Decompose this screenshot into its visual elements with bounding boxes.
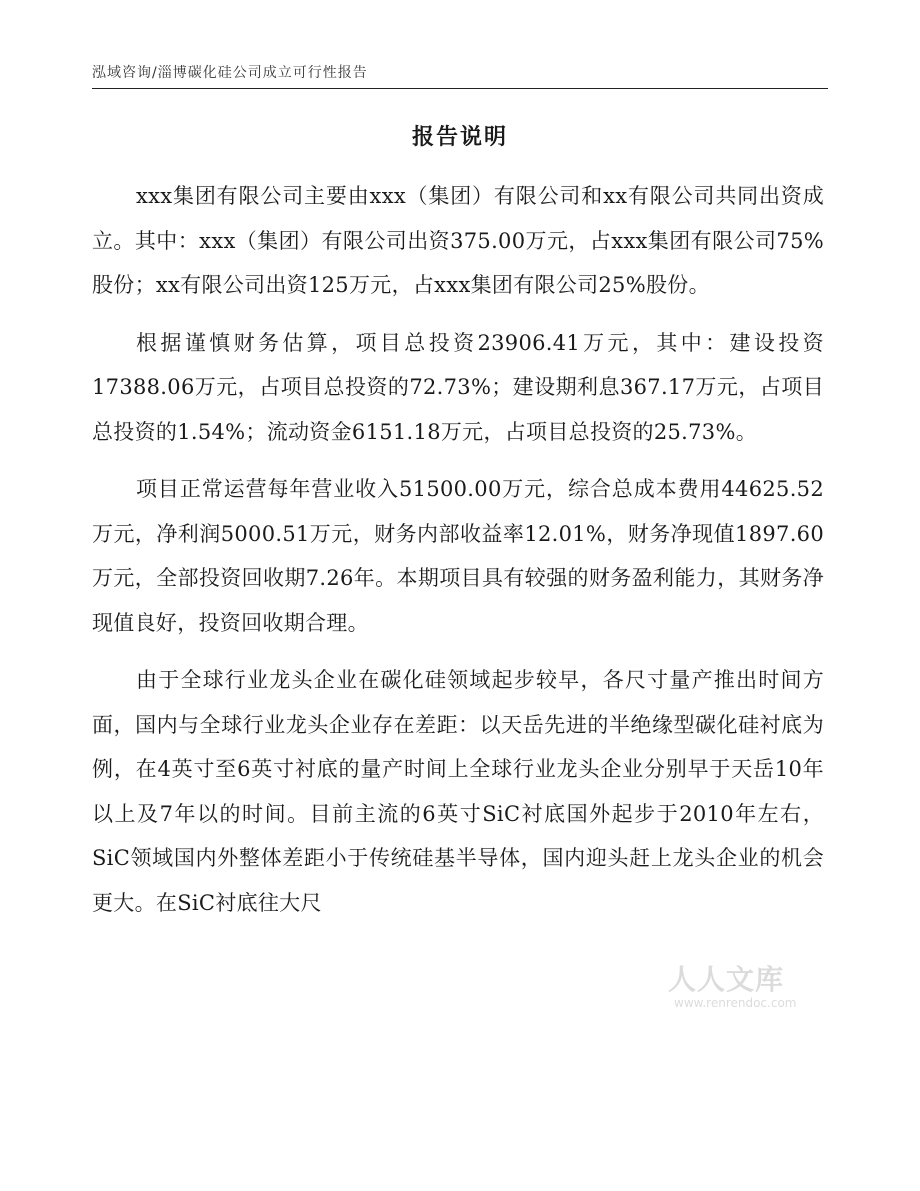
body-text [92, 174, 824, 938]
watermark-logo [668, 958, 808, 1028]
page-title: 报告说明 [411, 125, 508, 150]
paragraph-financials: 项目正常运营每年营业收入51500.00万元，综合总成本费用44625.52万元，净利润5000.51万元，财务内部收益率12.01%，财务净现值1897.60万元，全部投资回收期7.26年。本期项目具有较强的财务盈利能力，其财务净现值良好，投资回收期合理。 [92, 477, 824, 635]
paragraph-industry: 由于全球行业龙头企业在碳化硅领域起步较早，各尺寸量产推出时间方面，国内与全球行业龙头企业存在差距：以天岳先进的半绝缘型碳化硅衬底为例，在4英寸至6英寸衬底的量产时间上全球行业龙头企业分别早于天岳10年以上及7年以的时间。目前主流的6英寸SiC衬底国外起步于2010年左右，SiC领域国内外整体差距小于传统硅基半导体，国内迎头赶上龙头企业的机会更大。在SiC衬底往大尺 [92, 668, 824, 915]
watermark-subtitle: www.renrendoc.com [674, 996, 797, 1010]
header-divider [92, 88, 828, 89]
watermark-title: 人人文库 [668, 963, 785, 996]
running-header: 泓域咨询/淄博碳化硅公司成立可行性报告 [92, 65, 368, 81]
paragraph-shareholders: xxx集团有限公司主要由xxx（集团）有限公司和xx有限公司共同出资成立。其中：xxx（集团）有限公司出资375.00万元，占xxx集团有限公司75%股份；xx有限公司出资125万元，占xxx集团有限公司25%股份。 [92, 184, 824, 297]
paragraph-investment: 根据谨慎财务估算，项目总投资23906.41万元，其中：建设投资17388.06万元，占项目总投资的72.73%；建设期利息367.17万元，占项目总投资的1.54%；流动资金6151.18万元，占项目总投资的25.73%。 [92, 330, 824, 444]
